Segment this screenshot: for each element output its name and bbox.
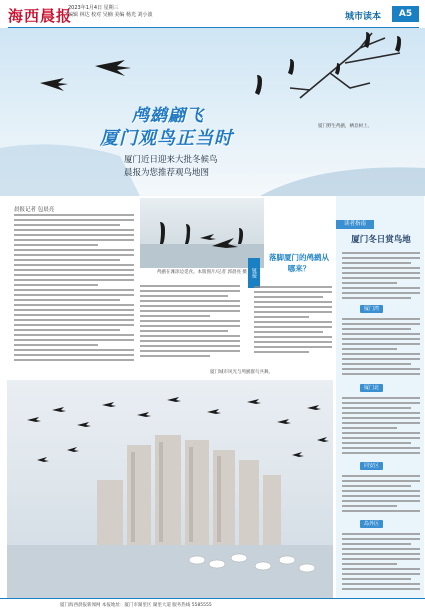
hero-title-line2: 厦门观鸟正当时 bbox=[100, 128, 233, 149]
issue-date: 2023年1月4日 星期三 bbox=[68, 5, 119, 11]
city-skyline-photo bbox=[7, 380, 333, 598]
article-byline: 晨报记者 包晨亮 bbox=[14, 207, 55, 213]
guide-section-1 bbox=[342, 318, 420, 378]
issue-meta bbox=[68, 5, 153, 19]
guide-title: 厦门冬日赏鸟地 bbox=[351, 235, 411, 245]
hero-banner bbox=[0, 28, 425, 196]
hero-illustration bbox=[0, 28, 425, 196]
hero-subtitle-line2: 晨报为您推荐观鸟地图 bbox=[124, 168, 210, 178]
article-column-1 bbox=[14, 214, 134, 364]
cormorant-photo bbox=[140, 198, 264, 268]
guide-chip-4: 岛外区 bbox=[360, 520, 383, 528]
newspaper-logo: 海西晨报 bbox=[8, 7, 73, 25]
footer-text: 厦门海西晨报新闻网 本报地址：厦门市湖里区 湖里大道 服务热线 5585555 bbox=[60, 603, 212, 608]
guide-tag: 读者指南 bbox=[336, 220, 374, 229]
article-column-2 bbox=[140, 285, 240, 360]
sidebar-tag: 链接 bbox=[248, 258, 260, 288]
sidebar-text bbox=[254, 286, 332, 356]
guide-chip-2: 厦门北 bbox=[360, 384, 383, 392]
cormorant-photo-caption: 鸬鹚在滩涂边觅食。本版图片/记者 郭晨亮 摄 bbox=[157, 270, 247, 275]
hero-subtitle-line1: 厦门近日迎来大批冬候鸟 bbox=[124, 155, 218, 165]
hero-title-line1: 鸬鹚翩飞 bbox=[132, 106, 204, 126]
guide-chip-1: 厦门湾 bbox=[360, 305, 383, 313]
guide-chip-3: 同安区 bbox=[360, 462, 383, 470]
page-footer bbox=[0, 598, 425, 611]
section-name: 城市读本 bbox=[345, 12, 382, 22]
guide-section-3 bbox=[342, 475, 420, 515]
page-number-badge: A5 bbox=[392, 6, 419, 22]
guide-intro bbox=[342, 252, 420, 302]
guide-section-2 bbox=[342, 397, 420, 457]
page-header bbox=[0, 0, 425, 28]
guide-section-4 bbox=[342, 533, 420, 593]
sidebar-title: 落脚厦门的鸬鹚从哪来？ bbox=[269, 253, 329, 273]
skyline-photo-caption: 厦门城市风光与鸬鹚群鸟共舞。 bbox=[210, 370, 273, 375]
editor-credits: 编辑 林达 校对 吴楠 美编 杨光 刘小波 bbox=[68, 12, 153, 18]
hero-photo-caption: 厦门野生鸬鹚，栖息树上。 bbox=[318, 124, 372, 129]
